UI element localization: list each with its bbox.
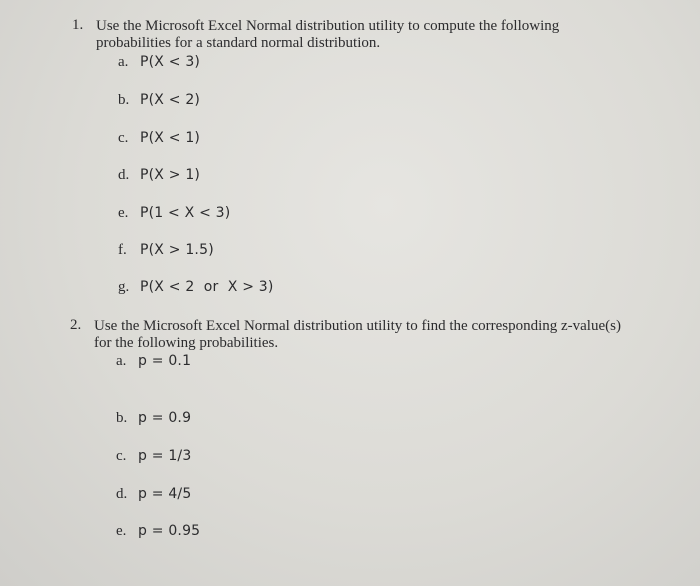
item-expression: p = 1/3 <box>138 448 192 464</box>
question-2-item-a <box>116 353 191 370</box>
item-letter: e. <box>118 205 129 221</box>
question-2-number: 2. <box>70 317 82 333</box>
question-1-item-a <box>118 54 200 71</box>
item-expression: P(X < 1) <box>140 130 201 146</box>
item-expression: P(X < 2) <box>140 92 201 108</box>
item-expression: P(X < 3) <box>140 54 201 70</box>
question-2-item-c <box>116 448 191 465</box>
item-letter: d. <box>116 486 128 502</box>
question-1-item-c <box>118 130 200 147</box>
item-expression: P(X < 2 or X > 3) <box>140 279 274 295</box>
question-1-item-f <box>118 242 214 259</box>
item-letter: a. <box>118 54 129 70</box>
item-letter: e. <box>116 523 127 539</box>
question-2-item-e <box>116 523 200 540</box>
question-1-item-e <box>118 205 230 222</box>
item-letter: c. <box>118 130 129 146</box>
question-2-item-b <box>116 410 191 427</box>
item-expression: P(X > 1.5) <box>140 242 214 258</box>
item-letter: b. <box>118 92 130 108</box>
item-expression: p = 0.9 <box>138 410 192 426</box>
question-1-item-d <box>118 167 200 184</box>
item-expression: p = 0.95 <box>138 523 201 539</box>
item-letter: g. <box>118 279 130 295</box>
question-2-line-2: for the following probabilities. <box>94 335 279 351</box>
question-1-line-1: Use the Microsoft Excel Normal distribution utility to compute the following <box>96 18 560 34</box>
question-1-number: 1. <box>72 17 84 33</box>
item-letter: a. <box>116 353 127 369</box>
item-letter: c. <box>116 448 127 464</box>
question-2-item-d <box>116 486 191 503</box>
question-1-item-b <box>118 92 200 109</box>
item-expression: P(X > 1) <box>140 167 201 183</box>
item-expression: p = 4/5 <box>138 486 192 502</box>
question-2-text <box>94 318 654 352</box>
item-expression: P(1 < X < 3) <box>140 205 231 221</box>
item-letter: b. <box>116 410 128 426</box>
question-1-line-2: probabilities for a standard normal distribution. <box>96 35 381 51</box>
question-2-line-1: Use the Microsoft Excel Normal distribution utility to find the corresponding z-value(s) <box>94 318 621 334</box>
question-1-item-g <box>118 279 274 296</box>
item-letter: f. <box>118 242 127 258</box>
item-letter: d. <box>118 167 130 183</box>
question-1-text <box>96 18 616 52</box>
item-expression: p = 0.1 <box>138 353 192 369</box>
